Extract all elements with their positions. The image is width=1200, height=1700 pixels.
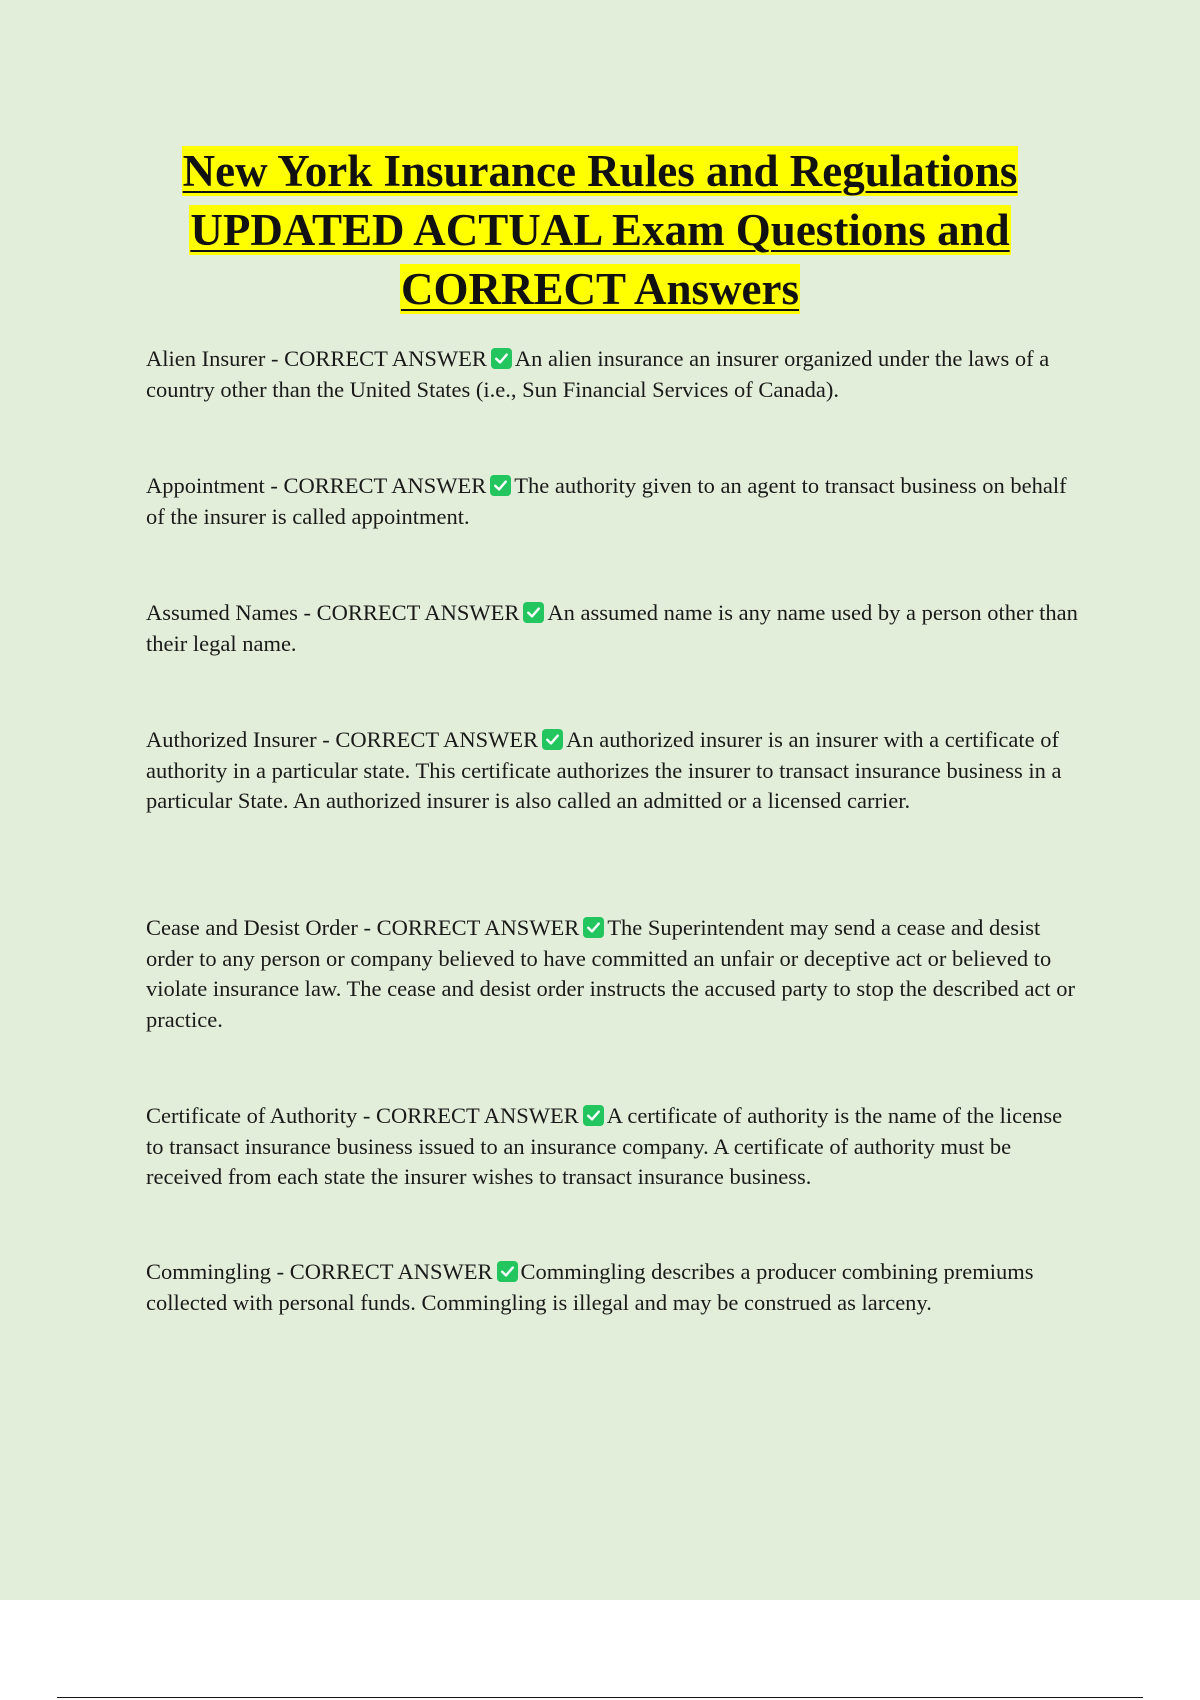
- correct-answer-label: CORRECT ANSWER: [376, 915, 580, 940]
- entry-separator: -: [271, 1259, 290, 1284]
- qa-entry: [146, 1101, 1081, 1193]
- document-title: [0, 142, 1200, 319]
- page-divider: [57, 1697, 1143, 1698]
- entry-separator: -: [297, 600, 317, 625]
- checkmark-icon: [491, 348, 512, 369]
- entry-term: Cease and Desist Order: [146, 915, 358, 940]
- entry-answer: An alien insurance an insurer organized under the laws of a country other than the United States (i.e., Sun Financial Services of Canada).: [146, 346, 1050, 402]
- correct-answer-label: CORRECT ANSWER: [316, 600, 520, 625]
- correct-answer-label: CORRECT ANSWER: [283, 473, 487, 498]
- entry-separator: -: [357, 1103, 376, 1128]
- checkmark-icon: [583, 1105, 604, 1126]
- entry-term: Appointment: [146, 473, 265, 498]
- qa-entry: [146, 344, 1081, 405]
- entry-answer: An assumed name is any name used by a person other than their legal name.: [146, 600, 1078, 656]
- entry-answer: A certificate of authority is the name of the license to transact insurance business issued to an insurance company. A certificate of authority must be received from each state the insurer wishes to transact insurance business.: [146, 1103, 1063, 1189]
- entry-answer: The Superintendent may send a cease and desist order to any person or company believed to have committed an unfair or deceptive act or believed to violate insurance law. The cease and desist order instructs the accused party to stop the described act or practice.: [146, 915, 1076, 1032]
- qa-entry: [146, 1257, 1081, 1318]
- checkmark-icon: [490, 475, 511, 496]
- title-line-3: CORRECT Answers: [401, 264, 799, 314]
- correct-answer-label: CORRECT ANSWER: [375, 1103, 579, 1128]
- title-line-2: UPDATED ACTUAL Exam Questions and: [190, 205, 1010, 255]
- entry-term: Authorized Insurer: [146, 727, 317, 752]
- entry-answer: The authority given to an agent to transact business on behalf of the insurer is called appointment.: [146, 473, 1067, 529]
- qa-entry: [146, 471, 1081, 532]
- qa-entry: [146, 913, 1081, 1035]
- checkmark-icon: [583, 917, 604, 938]
- entry-separator: -: [265, 346, 285, 371]
- entry-answer: Commingling describes a producer combining premiums collected with personal funds. Commingling is illegal and may be construed as larceny.: [146, 1259, 1034, 1315]
- qa-entry: [146, 725, 1081, 817]
- qa-entry: [146, 598, 1081, 659]
- entry-term: Certificate of Authority: [146, 1103, 358, 1128]
- entry-separator: -: [357, 915, 377, 940]
- title-line-1: New York Insurance Rules and Regulations: [182, 146, 1018, 196]
- checkmark-icon: [542, 729, 563, 750]
- correct-answer-label: CORRECT ANSWER: [284, 346, 487, 371]
- entry-term: Assumed Names: [146, 600, 298, 625]
- entry-term: Commingling: [146, 1259, 272, 1284]
- entry-separator: -: [316, 727, 336, 752]
- correct-answer-label: CORRECT ANSWER: [335, 727, 539, 752]
- entry-separator: -: [264, 473, 284, 498]
- entry-answer: An authorized insurer is an insurer with a certificate of authority in a particular state. This certificate authorizes the insurer to transact insurance business in a particular State. An authorized insurer is also called an admitted or a licensed carrier.: [146, 727, 1062, 813]
- entry-term: Alien Insurer: [146, 346, 266, 371]
- checkmark-icon: [523, 602, 544, 623]
- checkmark-icon: [497, 1261, 518, 1282]
- correct-answer-label: CORRECT ANSWER: [289, 1259, 493, 1284]
